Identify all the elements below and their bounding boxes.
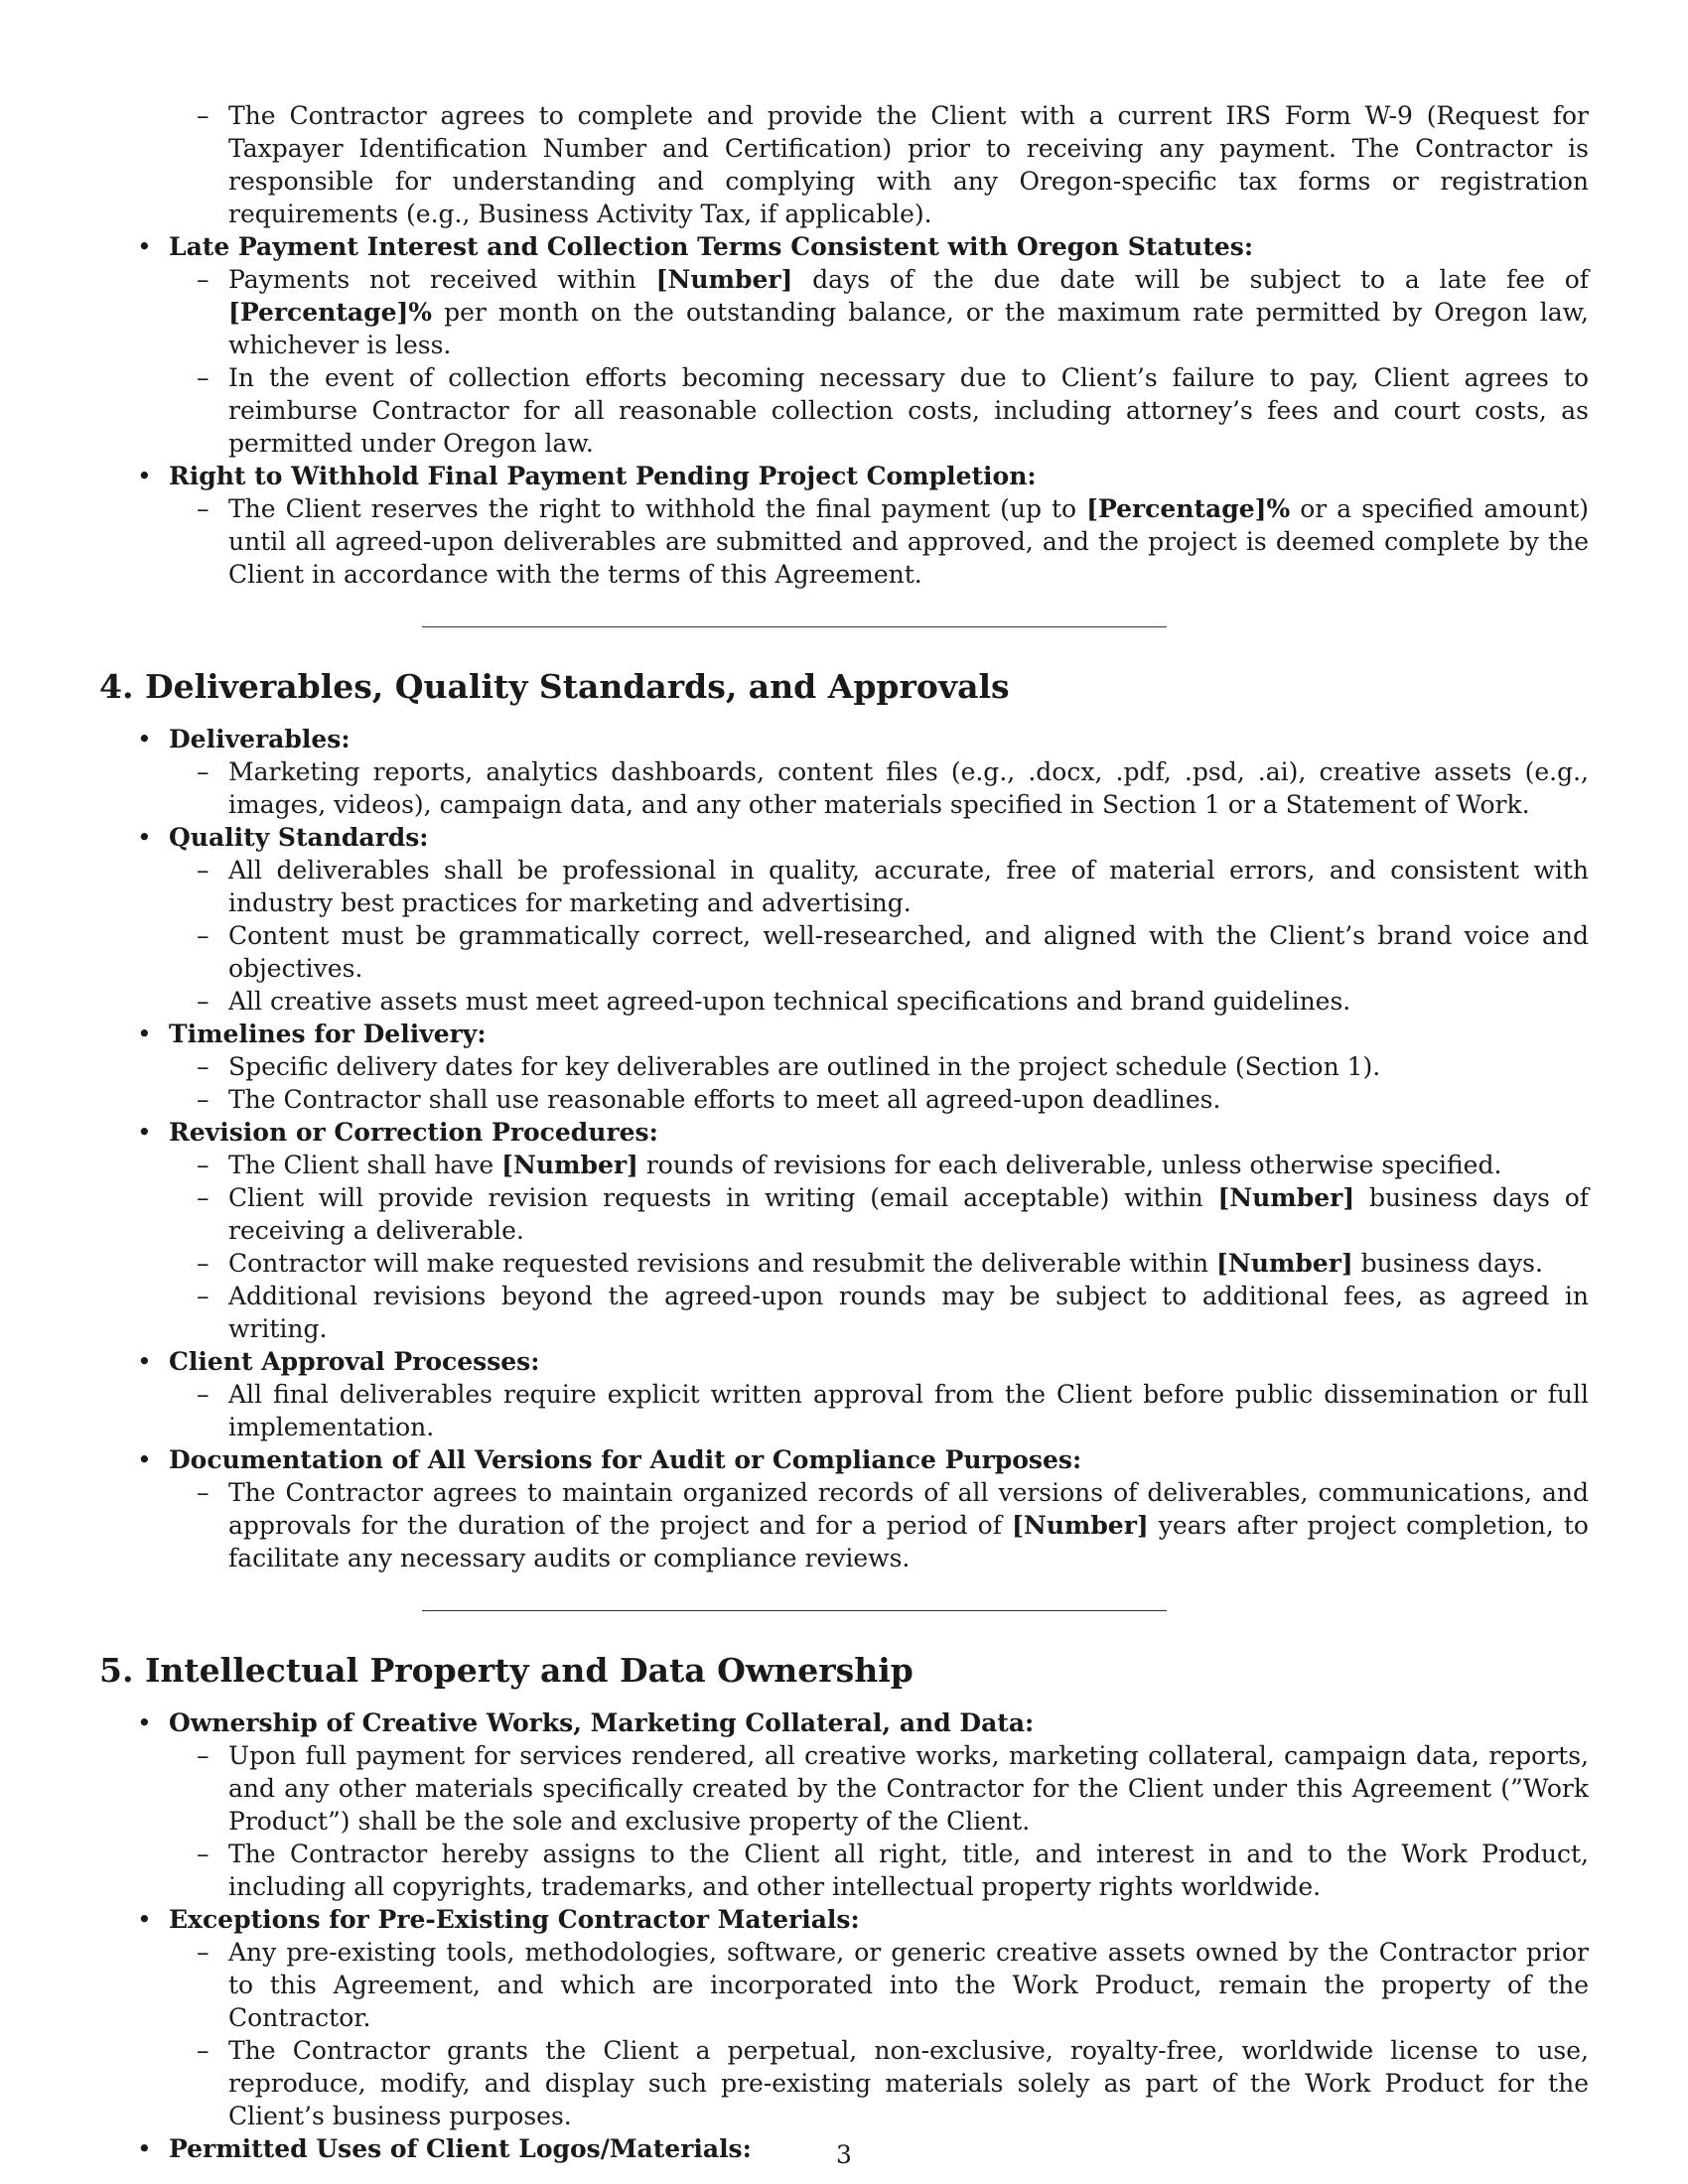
sub-list [169, 755, 1589, 821]
sub-list-item [169, 361, 1589, 460]
item-text: Payments not received within [228, 265, 656, 294]
item-text: In the event of collection efforts becoming necessary due to Client’s failure to pay, Client agrees to reimburse Contractor for all reasonable collection costs, including attorney’s fees and court costs, as permitted under Oregon law. [228, 363, 1589, 458]
item-text: Specific delivery dates for key deliverables are outlined in the project schedule (Section 1). [228, 1052, 1381, 1081]
page-content [99, 99, 1589, 2165]
sub-list-item [169, 1280, 1589, 1345]
sub-list [169, 1050, 1589, 1116]
carryover-list [99, 99, 1589, 230]
sub-list-item [169, 985, 1589, 1018]
item-text: years after project completion, to facilitate any necessary audits or compliance reviews. [228, 1511, 1589, 1572]
list-item: – The Contractor agrees to complete and provide the Client with a current IRS Form W-9 (Request for Taxpayer Identification Number and Certification) prior to receiving any payment. The Contractor is responsible for understanding and complying with any Oregon-specific tax forms or registration requirements (e.g., Business Activity Tax, if applicable). [169, 99, 1589, 230]
item-text: Any pre-existing tools, methodologies, software, or generic creative assets owned by the Contractor prior to this Agreement, and which are incorporated into the Work Product, remain the property of the Contractor. [228, 1938, 1589, 2032]
sub-list-item [169, 1739, 1589, 1838]
bullet-label: Permitted Uses of Client Logos/Materials: [169, 2134, 752, 2163]
bullet-item [99, 230, 1589, 460]
bullet-item [99, 1443, 1589, 1574]
item-text: The Client reserves the right to withhold the final payment (up to [228, 494, 1087, 523]
bullet-label: Documentation of All Versions for Audit or Compliance Purposes: [169, 1445, 1082, 1474]
sub-list [169, 1476, 1589, 1574]
placeholder-field: [Percentage]% [1086, 494, 1291, 523]
section-4-heading [99, 667, 1589, 707]
item-text: Additional revisions beyond the agreed-upon rounds may be subject to additional fees, as agreed in writing. [228, 1282, 1589, 1343]
bullet-label: Client Approval Processes: [169, 1347, 540, 1376]
sub-list-item [169, 919, 1589, 985]
item-text: All final deliverables require explicit written approval from the Client before public dissemination or full implementation. [228, 1380, 1589, 1441]
item-text: rounds of revisions for each deliverable, unless otherwise specified. [637, 1151, 1502, 1179]
sub-list [169, 263, 1589, 460]
item-text: Content must be grammatically correct, well-researched, and aligned with the Client’s brand voice and objectives. [228, 921, 1589, 983]
bullet-item [99, 460, 1589, 591]
bullet-item [99, 723, 1589, 821]
section-number: 5. [99, 1651, 134, 1690]
item-text: business days of receiving a deliverable. [228, 1183, 1589, 1245]
bullet-label: Late Payment Interest and Collection Terms Consistent with Oregon Statutes: [169, 232, 1254, 261]
sub-list-item [169, 1476, 1589, 1574]
item-text: All creative assets must meet agreed-upon technical specifications and brand guidelines. [228, 987, 1351, 1016]
sub-list [169, 1378, 1589, 1443]
bullet-item [99, 1903, 1589, 2132]
bullet-item [99, 1706, 1589, 1903]
placeholder-field: [Percentage]% [228, 298, 433, 327]
section4-bullets [99, 723, 1589, 1574]
sub-list-item [169, 1050, 1589, 1083]
item-text: All deliverables shall be professional in quality, accurate, free of material errors, and consistent with industry best practices for marketing and advertising. [228, 856, 1589, 917]
placeholder-field: [Number] [501, 1151, 638, 1179]
sub-list [169, 1739, 1589, 1903]
bullet-label: Revision or Correction Procedures: [169, 1118, 658, 1147]
sub-list-item [169, 755, 1589, 821]
placeholder-field: [Number] [1012, 1511, 1149, 1540]
bullet-item [99, 821, 1589, 1018]
item-text: business days. [1352, 1249, 1543, 1278]
sub-list-item [169, 2034, 1589, 2132]
page-number: 3 [836, 2140, 852, 2169]
item-text: Client will provide revision requests in writing (email acceptable) within [228, 1183, 1218, 1212]
sub-list-item [169, 1181, 1589, 1247]
placeholder-field: [Number] [1217, 1183, 1355, 1212]
sub-list-item [169, 1936, 1589, 2034]
placeholder-field: [Number] [655, 265, 793, 294]
bullet-label: Deliverables: [169, 725, 351, 753]
sub-list-item [169, 1247, 1589, 1280]
sub-list [169, 1936, 1589, 2132]
bullet-label: Right to Withhold Final Payment Pending Project Completion: [169, 462, 1037, 490]
sub-list-item [169, 1149, 1589, 1181]
item-text: The Contractor agrees to maintain organized records of all versions of deliverables, communications, and approvals for the duration of the project and for a period of [228, 1478, 1589, 1540]
item-text: or a specified amount) until all agreed-upon deliverables are submitted and approved, and the project is deemed complete by the Client in accordance with the terms of this Agreement. [228, 494, 1589, 589]
bullet-label: Exceptions for Pre-Existing Contractor Materials: [169, 1905, 860, 1934]
sub-list-item [169, 1083, 1589, 1116]
bullet-label: Quality Standards: [169, 823, 429, 852]
item-text: The Contractor shall use reasonable efforts to meet all agreed-upon deadlines. [228, 1085, 1221, 1114]
bullet-item [99, 1116, 1589, 1345]
item-text: The Contractor grants the Client a perpetual, non-exclusive, royalty-free, worldwide license to use, reproduce, modify, and display such pre-existing materials solely as part of the Work Product for the Client’s business purposes. [228, 2036, 1589, 2130]
item-text: Upon full payment for services rendered, all creative works, marketing collateral, campaign data, reports, and any other materials specifically created by the Contractor for the Client under this Agreement (”Work Product”) shall be the sole and exclusive property of the Client. [228, 1741, 1589, 1836]
sub-list [169, 492, 1589, 591]
bullet-label: Ownership of Creative Works, Marketing Collateral, and Data: [169, 1708, 1035, 1737]
sub-list-item [169, 492, 1589, 591]
section-divider [422, 626, 1167, 627]
item-text: The Contractor hereby assigns to the Client all right, title, and interest in and to the Work Product, including all copyrights, trademarks, and other intellectual property rights worldwide. [228, 1840, 1589, 1901]
item-text: Contractor will make requested revisions and resubmit the deliverable within [228, 1249, 1217, 1278]
section-title: Intellectual Property and Data Ownership [145, 1651, 914, 1690]
bullet-item [99, 1345, 1589, 1443]
item-text: per month on the outstanding balance, or the maximum rate permitted by Oregon law, whichever is less. [228, 298, 1589, 359]
sub-list-item [169, 854, 1589, 919]
sub-list-item [169, 1838, 1589, 1903]
item-text: The Client shall have [228, 1151, 502, 1179]
section-number: 4. [99, 667, 134, 706]
section-title: Deliverables, Quality Standards, and Approvals [145, 667, 1010, 706]
bullet-item [99, 1018, 1589, 1116]
item-text: days of the due date will be subject to a late fee of [792, 265, 1590, 294]
sub-list-item [169, 1378, 1589, 1443]
section-divider [422, 1610, 1167, 1611]
sub-list [169, 1149, 1589, 1345]
sub-list [169, 854, 1589, 1018]
item-text: Marketing reports, analytics dashboards, content files (e.g., .docx, .pdf, .psd, .ai), creative assets (e.g., images, videos), campaign data, and any other materials specified in Section 1 or a Statement of Work. [228, 757, 1589, 819]
section-5-heading [99, 1651, 1589, 1691]
bullet-label: Timelines for Delivery: [169, 1020, 487, 1048]
section5-bullets [99, 1706, 1589, 2165]
section3-bullets [99, 230, 1589, 591]
sub-list-item [169, 263, 1589, 361]
placeholder-field: [Number] [1216, 1249, 1353, 1278]
